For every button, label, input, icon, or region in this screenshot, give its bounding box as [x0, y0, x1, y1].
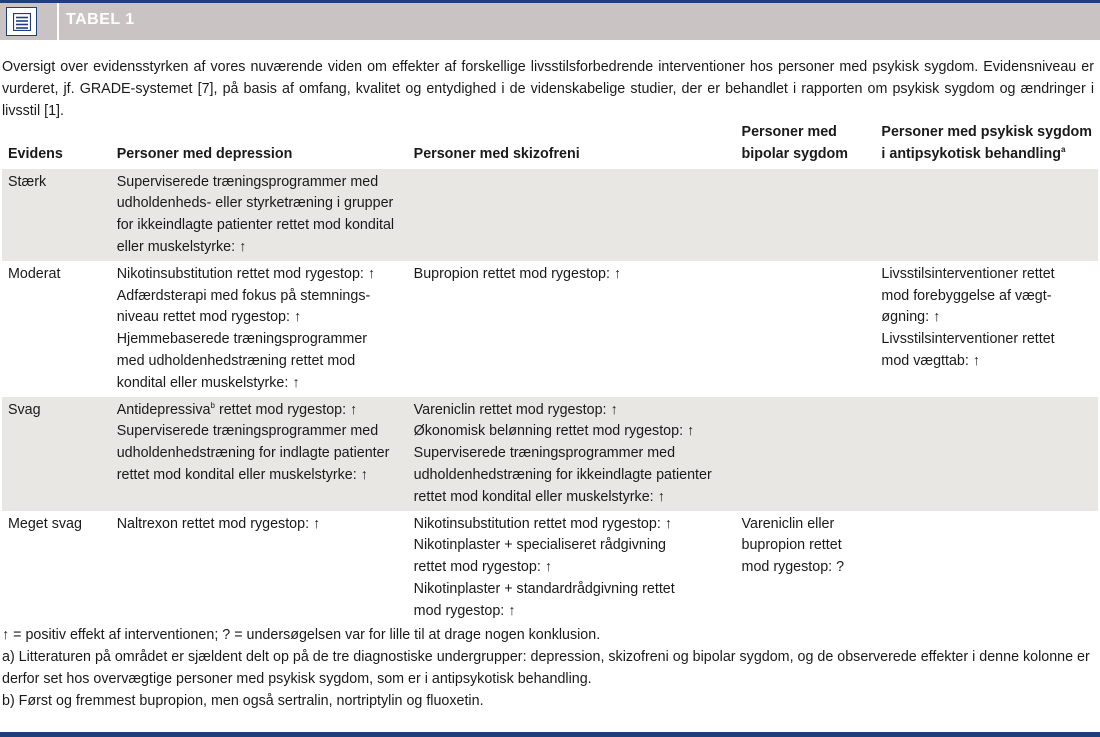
- cell-depression: [111, 397, 408, 511]
- cell-line: bupropion rettet: [741, 537, 842, 554]
- cell-line: Naltrexon rettet mod rygestop: ↑: [116, 515, 321, 532]
- cell-line: [117, 400, 402, 422]
- table-row: [2, 511, 1098, 625]
- cell-line: Vareniclin rettet mod rygestop: ↑: [413, 401, 618, 418]
- document-icon: [6, 7, 37, 36]
- cell-line: mod rygestop: ?: [741, 559, 845, 576]
- cell-line: Vareniclin eller: [741, 515, 835, 532]
- cell-antipsykotisk: [875, 511, 1098, 625]
- footnote-a: a) Litteraturen på området er sjældent delt op på de tre diagnostiske undergrupper: depression, skizofreni og bipolar sygdom, og de observerede effekter i denne kolonne er derfor set hos overvægtige personer med psykisk sygdom, som er i antipsykotisk behandling.: [2, 649, 1090, 687]
- evidence-table: [2, 120, 1098, 625]
- cell-line: Adfærdsterapi med fokus på stemnings-: [116, 287, 371, 304]
- cell-line: rettet mod rygestop: ↑: [413, 559, 552, 576]
- cell-line: Livsstilsinterventioner rettet: [881, 265, 1055, 282]
- cell-line: Nikotinsubstitution rettet mod rygestop: ↑: [116, 265, 375, 282]
- cell-line: med udholdenhedstræning rettet mod: [116, 352, 356, 369]
- cell-line: Nikotinsubstitution rettet mod rygestop: ↑: [413, 515, 672, 532]
- cell-text: Antidepressiva: [116, 401, 211, 418]
- cell-line: mod forebyggelse af vægt-: [881, 287, 1052, 304]
- col-header-bipolar-line: Personer med: [741, 124, 837, 140]
- cell-line: Nikotinplaster + specialiseret rådgivning: [413, 537, 666, 554]
- cell-line: rettet mod kondital eller muskelstyrke: ↑: [413, 488, 665, 505]
- cell-line: Hjemmebaserede træningsprogrammer: [116, 331, 368, 348]
- cell-line: kondital eller muskelstyrke: ↑: [116, 374, 300, 391]
- table-row: [2, 397, 1098, 511]
- footnote-b: b) Først og fremmest bupropion, men også sertralin, nortriptylin og fluoxetin.: [2, 693, 484, 709]
- cell-line: rettet mod kondital eller muskelstyrke: ↑: [116, 466, 368, 483]
- cell-depression: [111, 511, 408, 625]
- cell-depression: [111, 169, 408, 261]
- cell-skizofreni: [408, 511, 736, 625]
- cell-line: mod rygestop: ↑: [413, 602, 516, 619]
- col-header-depression: Personer med depression: [116, 145, 293, 162]
- table-row: [2, 261, 1098, 397]
- footnote-marker: b: [210, 400, 215, 410]
- col-header-antipsykotisk-text: i antipsykotisk behandling: [881, 145, 1061, 162]
- evidence-level: Meget svag: [8, 515, 82, 532]
- table-header-bar: [0, 3, 1100, 40]
- col-header-evidens: Evidens: [8, 145, 63, 162]
- table-title: TABEL 1: [66, 11, 135, 28]
- cell-bipolar: [736, 397, 876, 511]
- footnote-legend: ↑ = positiv effekt af interventionen; ? = undersøgelsen var for lille til at drage nogen konklusion.: [2, 627, 601, 643]
- cell-antipsykotisk: [875, 397, 1098, 511]
- cell-line: Livsstilsinterventioner rettet: [881, 331, 1055, 348]
- col-header-antipsykotisk-line: [881, 144, 1092, 166]
- footnote-marker: a: [1060, 145, 1066, 155]
- table-row: [2, 169, 1098, 261]
- cell-text: rettet mod rygestop: ↑: [214, 401, 358, 418]
- cell-line: Bupropion rettet mod rygestop: ↑: [413, 265, 622, 282]
- cell-line: Superviserede træningsprogrammer med: [413, 445, 676, 462]
- cell-line: udholdenhedstræning for indlagte patienter: [116, 445, 390, 462]
- cell-line: mod vægttab: ↑: [881, 352, 980, 369]
- cell-line: Nikotinplaster + standardrådgivning rettet: [413, 580, 675, 597]
- col-header-antipsykotisk-line: Personer med psykisk sygdom: [881, 124, 1092, 140]
- cell-depression: [111, 261, 408, 397]
- bottom-rule: [0, 732, 1100, 737]
- col-header-bipolar-line: bipolar sygdom: [741, 145, 848, 162]
- col-header-bipolar: [736, 120, 876, 169]
- cell-antipsykotisk: [875, 261, 1098, 397]
- cell-line: Økonomisk belønning rettet mod rygestop: ↑: [413, 423, 695, 440]
- evidence-level: Stærk: [2, 169, 111, 261]
- table-head-row: [2, 120, 1098, 169]
- evidence-level: Svag: [2, 397, 111, 511]
- cell-skizofreni: [408, 397, 736, 511]
- header-divider: [57, 3, 59, 40]
- cell-skizofreni: [408, 261, 736, 397]
- cell-line: øgning: ↑: [881, 309, 941, 326]
- cell-bipolar: [736, 511, 876, 625]
- cell-antipsykotisk: [875, 169, 1098, 261]
- cell-bipolar: [736, 169, 876, 261]
- col-header-skizofreni: Personer med skizofreni: [413, 145, 580, 162]
- evidence-level: Moderat: [8, 265, 61, 282]
- cell-line: niveau rettet mod rygestop: ↑: [116, 309, 302, 326]
- cell-bipolar: [736, 261, 876, 397]
- cell-skizofreni: [408, 169, 736, 261]
- intro-text: Oversigt over evidensstyrken af vores nuværende viden om effekter af forskellige livsstilsforbedrende interventioner hos personer med psykisk sygdom. Evidensniveau er vurderet, jf. GRADE-systemet [7], på basis af omfang, kvalitet og entydighed i de videnskabelige studier, der er behandlet i rapporten om psykisk sygdom og ændringer i livsstil [1].: [2, 59, 1094, 119]
- cell-line: udholdenhedstræning for ikkeindlagte patienter: [413, 466, 712, 483]
- cell-text: Superviserede træningsprogrammer med udholdenheds- eller styrketræning i grupper for ikkeindlagte patienter rettet mod kondital eller muskelstyrke: ↑: [116, 173, 395, 255]
- footnotes: [2, 624, 1096, 712]
- cell-line: Superviserede træningsprogrammer med: [116, 423, 379, 440]
- col-header-antipsykotisk: [875, 120, 1098, 169]
